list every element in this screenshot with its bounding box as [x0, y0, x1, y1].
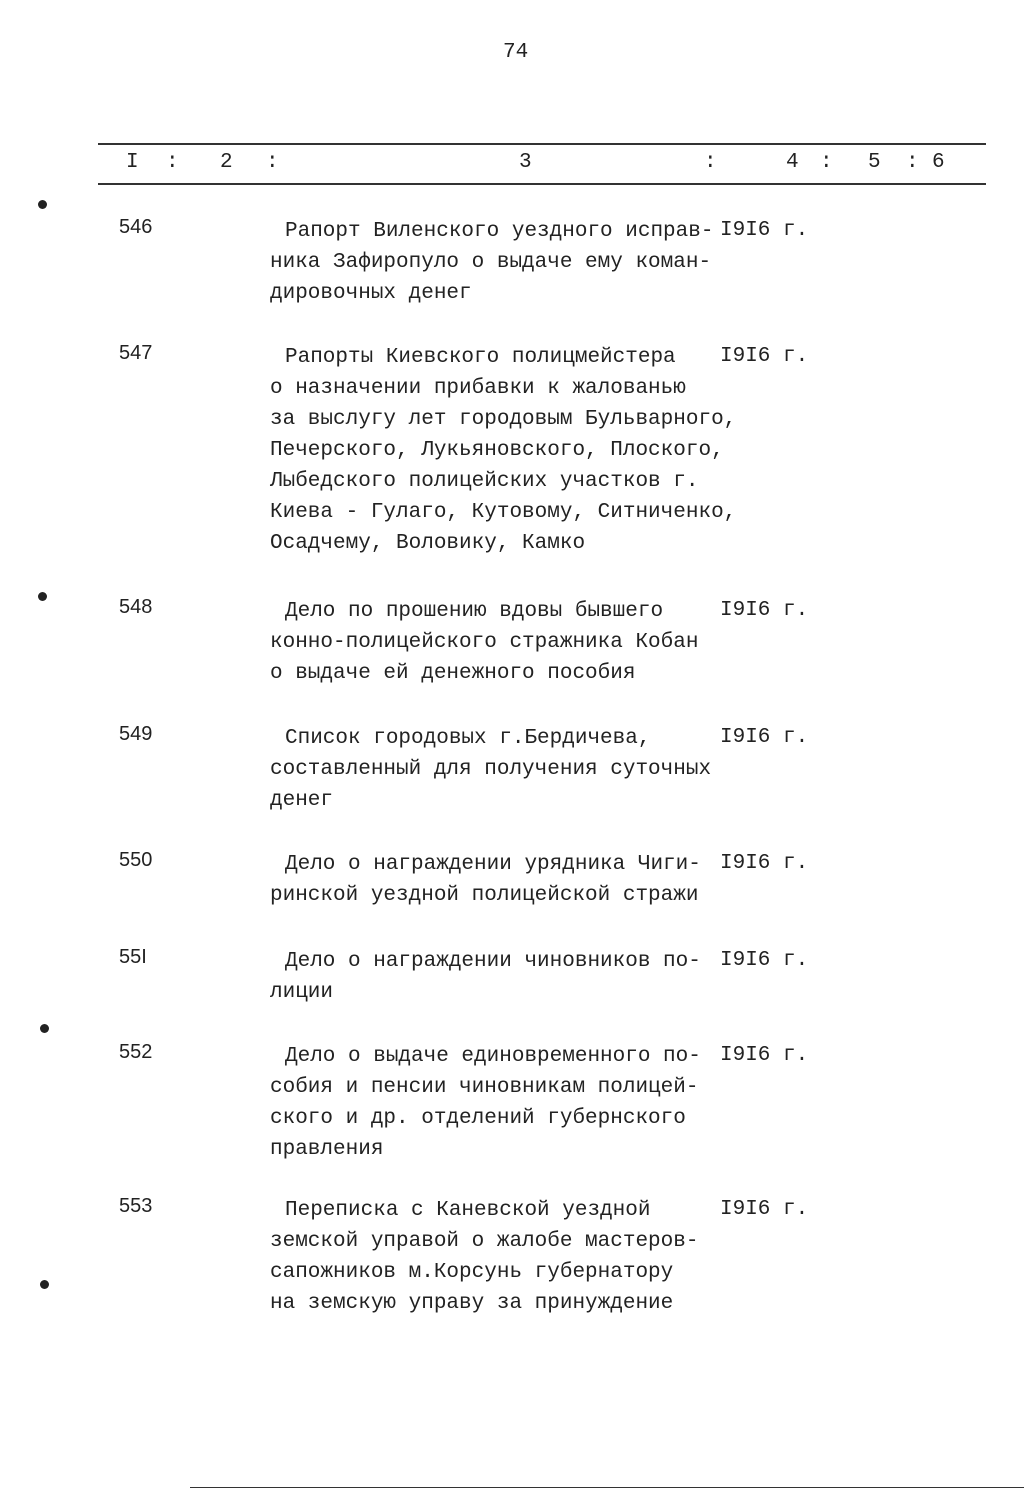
- description-line: Печерского, Лукьяновского, Плоского,: [270, 439, 724, 462]
- description-line: Осадчему, Воловику, Камко: [270, 532, 586, 555]
- description-line: на земскую управу за принуждение: [270, 1292, 674, 1315]
- entry-number: 548: [119, 596, 153, 618]
- description-line: за выслугу лет городовым Бульварного,: [270, 408, 737, 431]
- punch-hole-mark: [40, 1024, 49, 1033]
- header-col-3: 3: [519, 151, 532, 174]
- entry-description: [270, 342, 736, 559]
- entry-description: [270, 216, 713, 309]
- header-sep: :: [166, 151, 179, 174]
- description-line: составленный для получения суточных: [270, 758, 712, 781]
- description-line: о назначении прибавки к жалованью: [270, 377, 686, 400]
- entry-number: 549: [119, 723, 153, 745]
- description-line: Рапорты Киевского полицмейстера: [285, 346, 676, 369]
- description-line: Рапорт Виленского уездного исправ-: [285, 220, 714, 243]
- entry-year: I9I6 г.: [720, 1044, 809, 1067]
- description-line: дировочных денег: [270, 282, 472, 305]
- header-sep: :: [266, 151, 279, 174]
- entry-year: I9I6 г.: [720, 219, 809, 242]
- header-top-rule: [98, 143, 986, 145]
- description-line: правления: [270, 1138, 384, 1161]
- description-line: Дело о выдаче единовременного по-: [285, 1045, 701, 1068]
- entry-number: 553: [119, 1195, 153, 1217]
- entry-description: [270, 1195, 698, 1319]
- entry-description: [270, 723, 711, 816]
- description-line: денег: [270, 789, 334, 812]
- header-sep: :: [704, 151, 717, 174]
- punch-hole-mark: [38, 200, 47, 209]
- entry-year: I9I6 г.: [720, 852, 809, 875]
- entry-description: [270, 596, 698, 689]
- entry-description: [270, 946, 701, 1008]
- entry-year: I9I6 г.: [720, 599, 809, 622]
- description-line: Дело по прошению вдовы бывшего: [285, 600, 664, 623]
- entry-year: I9I6 г.: [720, 726, 809, 749]
- header-bottom-rule: [98, 183, 986, 185]
- header-col-2: 2: [220, 151, 233, 174]
- description-line: лиции: [270, 981, 334, 1004]
- description-line: о выдаче ей денежного пособия: [270, 662, 636, 685]
- header-col-5: 5: [868, 151, 881, 174]
- header-col-6: 6: [932, 151, 945, 174]
- description-line: собия и пенсии чиновникам полицей-: [270, 1076, 699, 1099]
- entry-year: I9I6 г.: [720, 1198, 809, 1221]
- entry-year: I9I6 г.: [720, 949, 809, 972]
- page-number: 74: [503, 41, 529, 64]
- entry-number: 550: [119, 849, 153, 871]
- description-line: Дело о награждении урядника Чиги-: [285, 853, 701, 876]
- entry-number: 552: [119, 1041, 153, 1063]
- page-bottom-rule: [190, 1487, 1024, 1488]
- entry-year: I9I6 г.: [720, 345, 809, 368]
- header-col-4: 4: [786, 151, 799, 174]
- punch-hole-mark: [38, 592, 47, 601]
- punch-hole-mark: [40, 1280, 49, 1289]
- entry-number: 547: [119, 342, 153, 364]
- description-line: ского и др. отделений губернского: [270, 1107, 686, 1130]
- entry-number: 546: [119, 216, 153, 238]
- description-line: Киева - Гулаго, Кутовому, Ситниченко,: [270, 501, 737, 524]
- entry-description: [270, 1041, 701, 1165]
- description-line: сапожников м.Корсунь губернатору: [270, 1261, 674, 1284]
- entry-description: [270, 849, 701, 911]
- header-sep: :: [820, 151, 833, 174]
- description-line: Переписка с Каневской уездной: [285, 1199, 651, 1222]
- header-col-1: I: [126, 151, 139, 174]
- description-line: ника Зафиропуло о выдаче ему коман-: [270, 251, 712, 274]
- description-line: ринской уездной полицейской стражи: [270, 884, 699, 907]
- description-line: земской управой о жалобе мастеров-: [270, 1230, 699, 1253]
- entry-number: 55I: [119, 946, 147, 968]
- description-line: Список городовых г.Бердичева,: [285, 727, 651, 750]
- header-sep: :: [906, 151, 919, 174]
- description-line: конно-полицейского стражника Кобан: [270, 631, 699, 654]
- description-line: Лыбедского полицейских участков г.: [270, 470, 699, 493]
- description-line: Дело о награждении чиновников по-: [285, 950, 701, 973]
